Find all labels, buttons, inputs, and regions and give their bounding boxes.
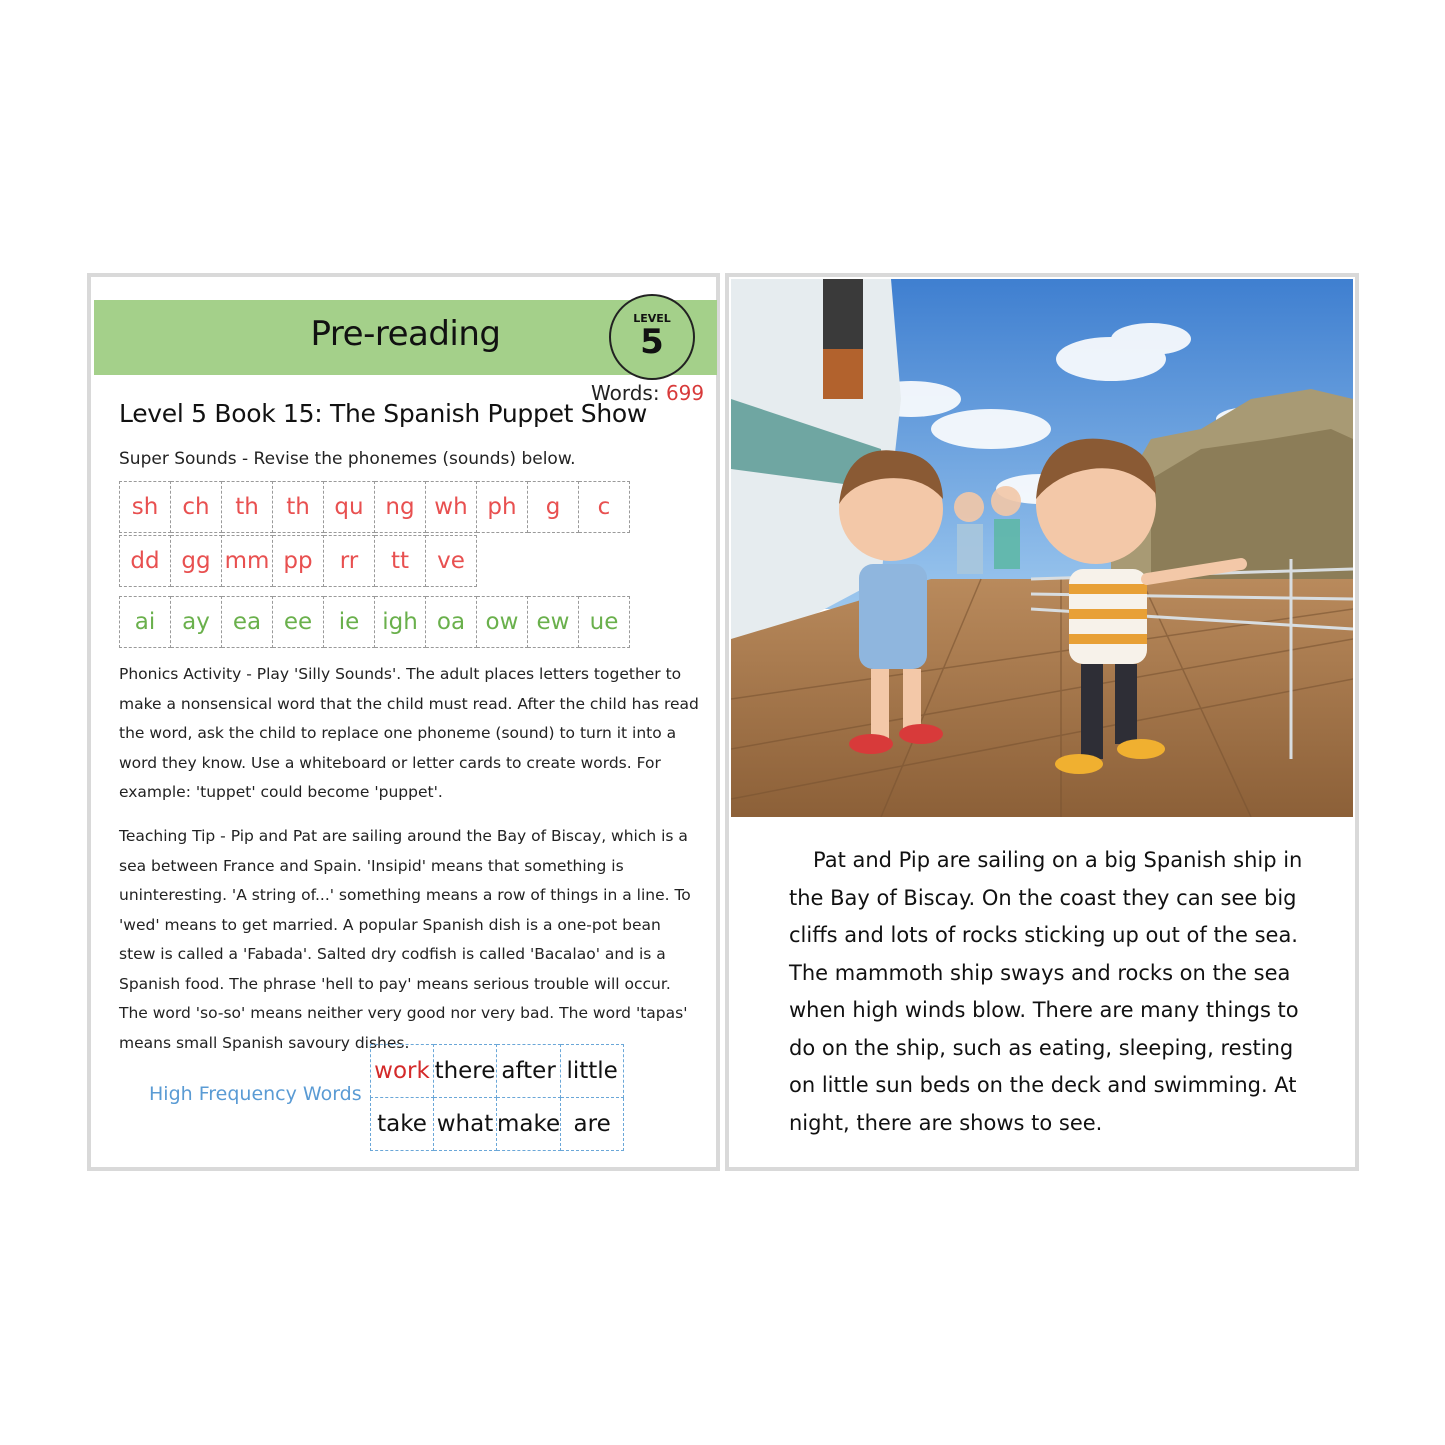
sound-cell: g (528, 482, 579, 533)
sound-cell: wh (426, 482, 477, 533)
sound-cell: qu (324, 482, 375, 533)
hfw-cell: are (561, 1098, 624, 1151)
double-consonant-grid (119, 535, 477, 587)
consonant-sounds-grid (119, 481, 630, 533)
story-text: Pat and Pip are sailing on a big Spanish ship in the Bay of Biscay. On the coast they can see big cliffs and lots of rocks sticking up out of the sea. The mammoth ship sways and rocks on the sea when high winds blow. There are many things to do on the ship, such as eating, sleeping, resting on little sun beds on the deck and swimming. At night, there are shows to see. (789, 848, 1303, 1135)
sound-cell: th (273, 482, 324, 533)
sound-cell: c (579, 482, 630, 533)
sound-cell: gg (171, 536, 222, 587)
sound-cell: ea (222, 597, 273, 648)
high-frequency-words-label: High Frequency Words (149, 1083, 362, 1105)
hfw-cell: there (434, 1045, 497, 1098)
super-sounds-intro: Super Sounds - Revise the phonemes (sounds) below. (119, 449, 576, 469)
hfw-cell: after (497, 1045, 561, 1098)
sound-cell: igh (375, 597, 426, 648)
phonics-activity-text: Phonics Activity - Play 'Silly Sounds'. The adult places letters together to make a nonsensical word that the child must read. After the child has read the word, ask the child to replace one phoneme (sound) to turn it into a word they know. Use a whiteboard or letter cards to create words. For example: 'tuppet' could become 'puppet'. (119, 665, 699, 801)
sound-cell: ph (477, 482, 528, 533)
sound-cell: rr (324, 536, 375, 587)
ship-deck-illustration (731, 279, 1353, 817)
hfw-cell: make (497, 1098, 561, 1151)
sound-cell: tt (375, 536, 426, 587)
teaching-tip-text: Teaching Tip - Pip and Pat are sailing around the Bay of Biscay, which is a sea between France and Spain. 'Insipid' means that something is uninteresting. 'A string of...' something means a row of things in a line. To 'wed' means to get married. A popular Spanish dish is a one-pot bean stew is called a 'Fabada'. Salted dry codfish is called 'Bacalao' and is a Spanish food. The phrase 'hell to pay' means serious trouble will occur. The word 'so-so' means neither very good nor very bad. The word 'tapas' means small Spanish savoury dishes. (119, 827, 691, 1052)
sound-cell: oa (426, 597, 477, 648)
sound-cell: pp (273, 536, 324, 587)
hfw-cell: take (371, 1098, 434, 1151)
sound-cell: ch (171, 482, 222, 533)
sound-cell: ie (324, 597, 375, 648)
sound-cell: ee (273, 597, 324, 648)
sound-cell: ve (426, 536, 477, 587)
high-frequency-words-grid (370, 1044, 624, 1151)
sound-cell: dd (120, 536, 171, 587)
word-count-label: Words: (591, 381, 660, 405)
hfw-cell: little (561, 1045, 624, 1098)
sound-cell: mm (222, 536, 273, 587)
pre-reading-page (87, 273, 720, 1171)
level-number: 5 (640, 322, 664, 362)
word-count-value: 699 (665, 381, 705, 405)
book-title: Level 5 Book 15: The Spanish Puppet Show (119, 399, 648, 428)
sound-cell: ai (120, 597, 171, 648)
sound-cell: ay (171, 597, 222, 648)
sound-cell: sh (120, 482, 171, 533)
sound-cell: th (222, 482, 273, 533)
hfw-cell: work (371, 1045, 434, 1098)
story-page (725, 273, 1359, 1171)
sound-cell: ng (375, 482, 426, 533)
level-badge (609, 294, 695, 380)
sound-cell: ow (477, 597, 528, 648)
sound-cell: ew (528, 597, 579, 648)
vowel-sounds-grid (119, 596, 630, 648)
sound-cell: ue (579, 597, 630, 648)
hfw-cell: what (434, 1098, 497, 1151)
level-label: LEVEL (633, 312, 671, 325)
banner-title: Pre-reading (310, 314, 501, 354)
